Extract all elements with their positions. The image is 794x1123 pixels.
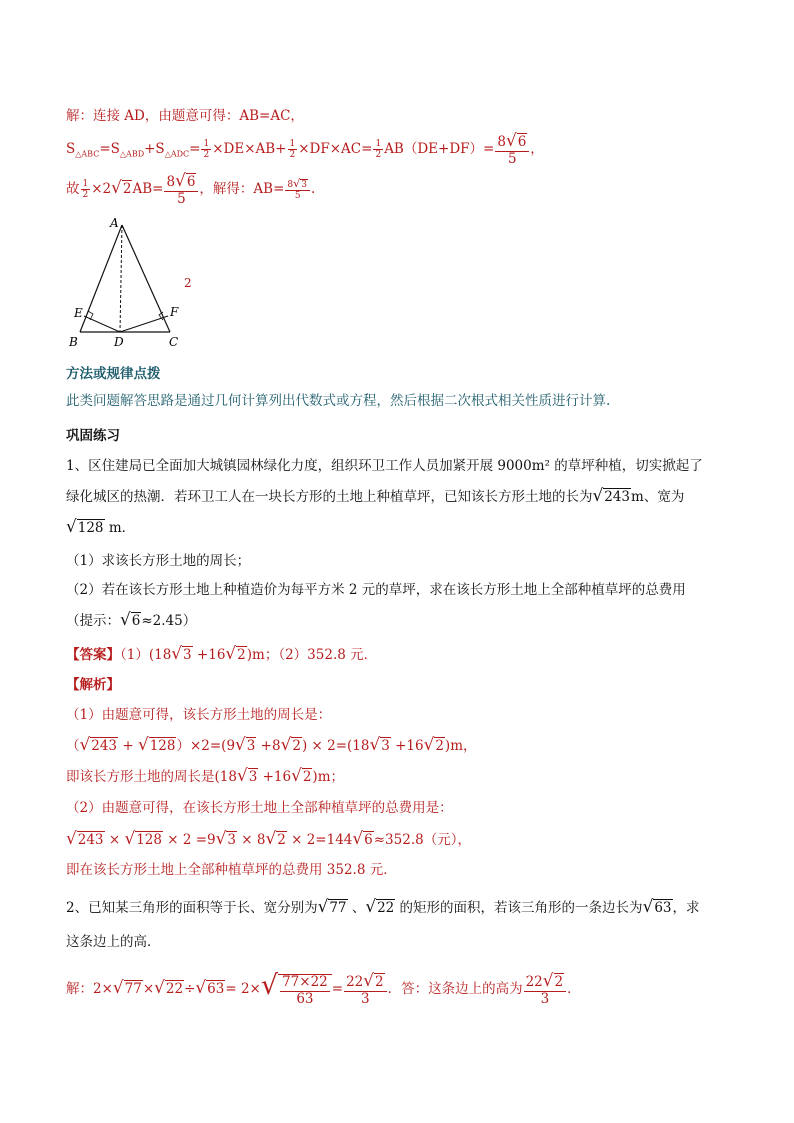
s-subscript: △ADC (164, 149, 190, 159)
radicand: 2 (277, 832, 286, 848)
q1-text: m、宽为 (631, 489, 685, 505)
result-fraction (164, 172, 198, 207)
sqrt: √3 (369, 734, 390, 754)
punct: ， (530, 141, 544, 158)
analysis-1: （1）由题意可得，该长方形土地的周长是： (66, 707, 332, 723)
radicand: 6 (364, 832, 373, 848)
radicand: 3 (381, 738, 390, 754)
s-subscript: △ABC (75, 149, 100, 159)
denominator: 2 (375, 150, 382, 161)
label-a: A (110, 216, 119, 230)
sqrt: √128 (137, 734, 176, 754)
sqrt: √2 (225, 643, 246, 663)
half-fraction (373, 139, 383, 161)
answer-text: )m；（2）352.8 元． (246, 647, 378, 663)
expr-text: AB（DE+DF）= (384, 141, 495, 158)
expr-text: AB= (132, 181, 164, 198)
q1-sub-2: （2）若在该长方形土地上种植造价为每平方米 2 元的草坪，求在该长方形土地上全部种植草坪的总费用 (66, 582, 686, 598)
method-text: 此类问题解答思路是通过几何计算列出代数式或方程，然后根据二次根式相关性质进行计算. (66, 393, 611, 409)
radicand: 77 (124, 981, 142, 998)
analysis-5 (66, 830, 471, 848)
q1-answer (66, 645, 377, 663)
numerator (285, 178, 310, 191)
answer-label: 【答案】 (66, 647, 120, 663)
sqrt: √2 (111, 177, 132, 198)
expr-text: ×DF×AC= (298, 141, 373, 158)
sqrt: √77 (112, 977, 142, 998)
expr-text: ）×2=(9 (176, 738, 236, 754)
radicand: 63 (207, 981, 225, 998)
coef: 22 (346, 974, 364, 990)
sqrt-fraction (280, 975, 330, 1007)
radicand: 243 (91, 738, 118, 754)
q1-line-3 (66, 518, 135, 536)
expr-text: ．答：这条边上的高为 (387, 981, 523, 998)
sqrt: √3 (293, 176, 308, 190)
radicand (278, 974, 332, 1007)
result-fraction (495, 132, 529, 167)
denominator: 2 (203, 150, 210, 161)
expr-text: ×2 (91, 181, 112, 198)
sqrt: √128 (66, 516, 104, 536)
q1-text: m． (104, 520, 136, 536)
solution-line-1 (66, 108, 304, 124)
q2-text: 、 (347, 900, 366, 916)
expr-text: ． (567, 981, 581, 998)
radicand: 128 (136, 832, 162, 848)
label-c: C (169, 335, 179, 349)
analysis-4: （2）由题意可得，在该长方形土地上全部种植草坪的总费用是： (66, 800, 453, 816)
q2-text: 2、已知某三角形的面积等于长、宽分别为 (66, 900, 318, 916)
radicand: 6 (131, 613, 141, 629)
expr-text: ，解得：AB= (199, 181, 285, 198)
expr-text: × 8 (237, 832, 266, 848)
numerator: 77×22 (282, 973, 328, 990)
expr-text: )m； (312, 769, 344, 785)
numerator (495, 132, 529, 152)
sqrt: √128 (124, 828, 162, 848)
radicand: 6 (186, 174, 196, 190)
sqrt: √22 (154, 977, 184, 998)
sqrt: √6 (505, 130, 527, 150)
q1-line-1: 1、区住建局已全面加大城镇园林绿化力度，组织环卫工作人员加紧开展 9000m² 的草坪种植，切实掀起了 (66, 458, 703, 474)
denominator: 2 (289, 150, 296, 161)
label-e: E (74, 306, 83, 320)
hint-text: （提示： (66, 613, 120, 629)
radicand: 22 (377, 900, 395, 916)
label-b: B (69, 335, 78, 349)
expr-text: × 2=144 (286, 832, 353, 848)
s-subscript: △ABD (119, 149, 145, 159)
sqrt: √2 (363, 970, 384, 990)
expr-text: （ (66, 738, 80, 754)
expr-text: +16 (258, 769, 292, 785)
sqrt: √3 (236, 765, 258, 785)
sqrt: √6 (120, 609, 141, 629)
analysis-6: 即在该长方形土地上全部种植草坪的总费用 352.8 元． (66, 862, 397, 878)
sqrt: √3 (171, 643, 192, 663)
expr-text: 故 (66, 181, 80, 198)
expr-text: × (142, 981, 155, 998)
figure-side-note: 2 (184, 276, 192, 290)
result-fraction (344, 972, 387, 1007)
sqrt: √3 (215, 828, 236, 848)
s-symbol: +S (144, 141, 165, 158)
denominator: 5 (177, 190, 186, 207)
solution-text: 解：连接 AD，由题意可得：AB=AC， (66, 108, 304, 124)
sqrt: √243 (592, 485, 631, 505)
practice-heading: 巩固练习 (66, 428, 120, 444)
sqrt: √243 (66, 828, 104, 848)
radicand: 3 (301, 179, 308, 190)
radicand: 2 (122, 181, 132, 198)
half-fraction (288, 139, 298, 161)
denominator: 5 (508, 150, 517, 167)
q1-text: 绿化城区的热潮．若环卫工人在一块长方形的土地上种植草坪，已知该长方形土地的长为 (66, 489, 593, 505)
radicand: 2 (554, 974, 564, 990)
expr-text: + (118, 738, 138, 754)
radicand: 128 (149, 738, 176, 754)
radicand: 6 (517, 134, 527, 150)
hint-text: ≈2.45） (141, 613, 197, 629)
radicand: 2 (302, 769, 312, 785)
radicand: 2 (292, 738, 301, 754)
punct: . (311, 181, 316, 198)
answer-text: （1）(18 (120, 647, 172, 663)
radicand: 243 (77, 832, 104, 848)
label-d: D (114, 335, 124, 349)
radicand: 3 (248, 769, 258, 785)
q1-hint (66, 611, 196, 629)
expr-text: ×DE×AB+ (212, 141, 287, 158)
s-symbol: =S (99, 141, 120, 158)
expr-text: = (331, 981, 344, 998)
sqrt: √3 (235, 734, 256, 754)
sqrt: √2 (423, 734, 444, 754)
numerator: 1 (203, 138, 210, 149)
result-fraction (524, 972, 567, 1007)
sqrt: √63 (195, 977, 225, 998)
q1-sub-1: （1）求该长方形土地的周长； (66, 553, 251, 569)
numerator: 1 (375, 138, 382, 149)
sqrt: √22 (365, 896, 395, 916)
expr-text: × (104, 832, 125, 848)
radicand: 77 (329, 900, 347, 916)
numerator: 1 (82, 178, 89, 189)
q1-line-2 (66, 487, 684, 505)
sqrt: √6 (175, 170, 196, 190)
label-f: F (170, 305, 179, 319)
radicand: 3 (227, 832, 236, 848)
half-fraction (201, 139, 211, 161)
expr-text: ÷ (184, 981, 196, 998)
sqrt: √243 (79, 734, 118, 754)
radicand: 2 (375, 974, 384, 990)
coef: 22 (525, 974, 543, 990)
denominator: 5 (294, 191, 301, 202)
radicand: 63 (654, 900, 672, 916)
expr-text: ) × 2=(18 (301, 738, 370, 754)
radicand: 128 (77, 520, 104, 536)
sqrt-big: √ $\frac{77\times 22}{63}$ (261, 972, 332, 1007)
numerator (524, 972, 567, 992)
q2-line-2: 这条边上的高． (66, 934, 161, 950)
expr-text: 解：2× (66, 981, 113, 998)
numerator (344, 972, 387, 992)
q2-solution (66, 972, 581, 1007)
answer-fraction (285, 178, 310, 202)
expr-text: )m， (444, 738, 477, 754)
sqrt: √77 (317, 896, 347, 916)
radicand: 243 (604, 489, 631, 505)
sqrt: √2 (542, 970, 564, 990)
analysis-3 (66, 767, 344, 785)
analysis-2 (66, 736, 477, 754)
q2-text: ，求 (672, 900, 700, 916)
denominator: 2 (82, 190, 89, 201)
sqrt: √2 (280, 734, 301, 754)
q2-line-1 (66, 898, 700, 916)
answer-text: +16 (192, 647, 226, 663)
coef: 8 (166, 174, 176, 190)
solution-line-3 (66, 172, 315, 207)
method-heading: 方法或规律点拨 (66, 366, 161, 382)
solution-line-2 (66, 132, 544, 167)
expr-text: 即该长方形土地的周长是(18 (66, 769, 237, 785)
numerator: 1 (289, 138, 296, 149)
denominator: 63 (296, 990, 314, 1007)
equals: = (189, 141, 201, 158)
expr-text: +16 (390, 738, 424, 754)
numerator (164, 172, 198, 192)
sqrt: √2 (265, 828, 286, 848)
sqrt: √6 (352, 828, 373, 848)
s-symbol: S (66, 141, 76, 158)
radicand: 2 (237, 647, 246, 663)
expr-text: +8 (256, 738, 281, 754)
half-fraction (81, 179, 91, 201)
analysis-label: 【解析】 (66, 677, 120, 693)
expr-text: ≈352.8（元）， (373, 832, 471, 848)
radicand: 3 (246, 738, 256, 754)
coef: 8 (497, 134, 506, 150)
expr-text: × 2 =9 (162, 832, 216, 848)
coef: 8 (287, 179, 294, 190)
sqrt: √2 (291, 765, 312, 785)
denominator: 3 (361, 990, 370, 1007)
expr-text: = 2× (225, 981, 261, 998)
q2-text: 的矩形的面积，若该三角形的一条边长为 (395, 900, 643, 916)
radicand: 3 (183, 647, 192, 663)
sqrt: √63 (642, 896, 672, 916)
radicand: 2 (435, 738, 444, 754)
radicand: 22 (165, 981, 184, 998)
denominator: 3 (540, 990, 550, 1007)
